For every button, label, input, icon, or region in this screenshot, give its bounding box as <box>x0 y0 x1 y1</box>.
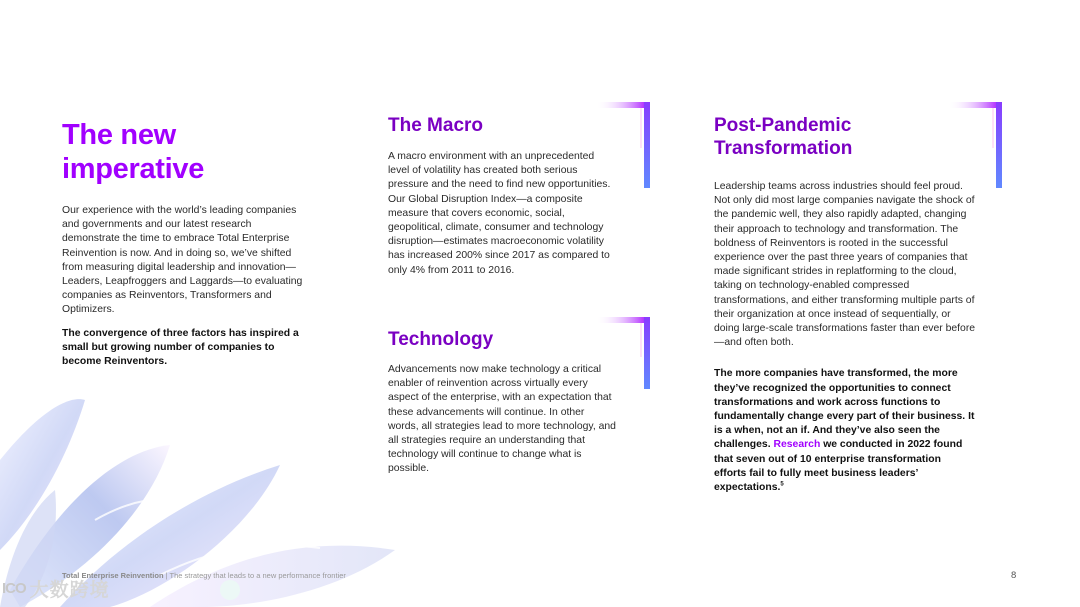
macro-section <box>388 114 616 278</box>
page-number: 8 <box>1011 570 1017 581</box>
post-pandemic-emphasis <box>714 367 976 495</box>
macro-title: The Macro <box>388 115 484 136</box>
post-pandemic-title-line1: Post-Pandemic <box>714 115 852 136</box>
technology-section <box>388 328 616 477</box>
post-pandemic-body: Leadership teams across industries should feel proud. Not only did most large companies navigate the shock of the pandemic well, they also rapidly adapted, changing their approach to technology and transformation. The boldness of Reinventors is rooted in the successful experience over the past three years of companies that made significant strides in replatforming to the cloud, taking on technology-enabled compressed transformations, and either transforming multiple parts of their organization at once instead of sequentially, or doing large-scale transformations faster than ever before—and often both. <box>714 181 976 349</box>
emphasis-part1: The more companies have transformed, the more they’ve recognized the opportunities to connect transformations and work across functions to fundamentally change every part of their business. It is a when, not an if. And they’ve also seen the challenges. <box>714 368 975 451</box>
corner-bracket-icon <box>596 317 650 389</box>
technology-body: Advancements now make technology a critical enabler of reinvention across virtually every aspect of the enterprise, with an expectation that these advancements will continue. In other words, all strategies lead to more technology, and all strategies require an understanding that technology will continue to change what is possible. <box>388 364 616 475</box>
page-title-line2: imperative <box>62 153 205 185</box>
footer-brand: Total Enterprise Reinvention <box>62 571 164 580</box>
technology-title: Technology <box>388 329 494 350</box>
corner-bracket-icon <box>948 102 1002 188</box>
corner-bracket-icon <box>596 102 650 188</box>
footer-separator: | <box>163 571 170 580</box>
emphasis-part2: we conducted in 2022 found that seven out of 10 enterprise transformation efforts fail to fully meet business leaders’ expectations. <box>714 439 963 494</box>
footnote-marker: 5 <box>780 481 784 488</box>
intro-column <box>62 118 312 369</box>
watermark-logo-icon: ICO <box>2 580 26 597</box>
intro-emphasis: The convergence of three factors has inspired a small but growing number of companies to become Reinventors. <box>62 327 299 368</box>
footer-tagline: The strategy that leads to a new performance frontier <box>169 571 346 580</box>
macro-body: A macro environment with an unprecedented level of volatility has created both serious pressure and the need to find new opportunities. Our Global Disruption Index—a composite measure that covers economic, social, geopolitical, climate, consumer and technology disruption—estimates macroeconomic volatility has increased 200% since 2017 as compared to only 4% from 2011 to 2016. <box>388 151 611 276</box>
post-pandemic-title <box>714 114 976 160</box>
post-pandemic-title-line2: Transformation <box>714 138 853 159</box>
research-link[interactable]: Research <box>773 439 821 451</box>
watermark-text: 大数跨境 <box>29 580 110 601</box>
post-pandemic-section <box>714 114 976 495</box>
page-title <box>62 118 312 186</box>
watermark <box>2 575 110 602</box>
intro-paragraph: Our experience with the world’s leading companies and governments and our latest research demonstrate the time to embrace Total Enterprise Reinvention is now. And in doing so, we’ve shifted from measuring digital leadership and innovation—Leaders, Leapfroggers and Laggards—to evaluating companies as Reinventors, Transformers and Optimizers. <box>62 205 303 316</box>
page-title-line1: The new <box>62 119 176 151</box>
